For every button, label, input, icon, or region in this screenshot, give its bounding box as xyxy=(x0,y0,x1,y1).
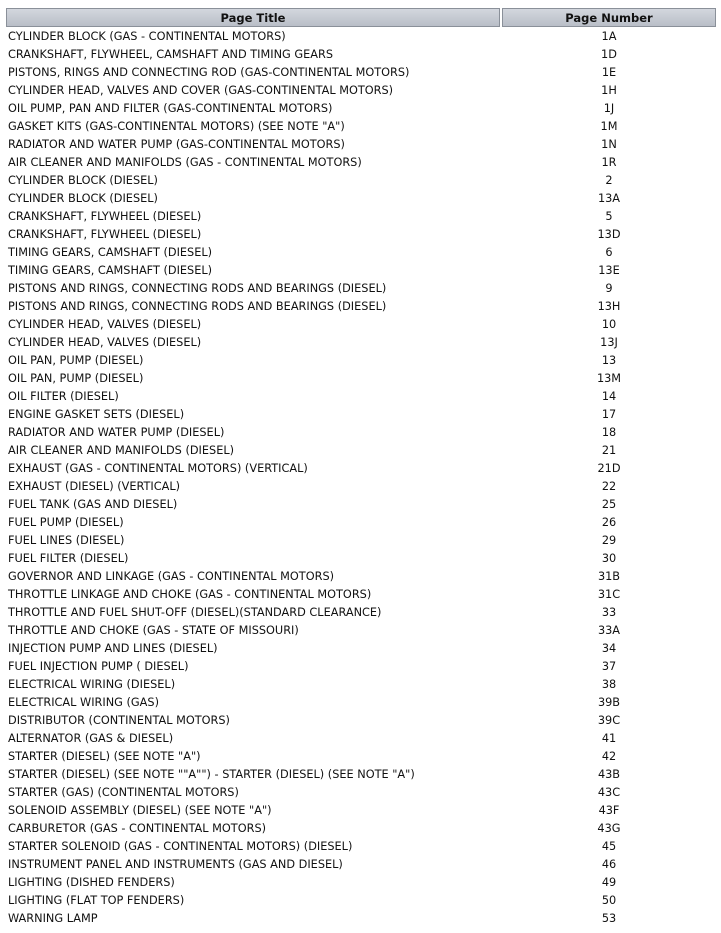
page-title-cell[interactable]: OIL PUMP, PAN AND FILTER (GAS-CONTINENTAL MOTORS) xyxy=(8,102,333,115)
table-row[interactable] xyxy=(6,425,716,441)
page-title-cell[interactable]: THROTTLE LINKAGE AND CHOKE (GAS - CONTINENTAL MOTORS) xyxy=(8,588,372,601)
page-number-cell[interactable]: 1R xyxy=(601,156,617,169)
page-number-cell[interactable]: 13D xyxy=(597,228,621,241)
table-row[interactable] xyxy=(6,533,716,549)
page-number-cell[interactable]: 43C xyxy=(597,786,621,799)
page-number-cell[interactable]: 13 xyxy=(601,354,617,367)
page-title-cell[interactable]: STARTER (DIESEL) (SEE NOTE "A") xyxy=(8,750,201,763)
page-number-cell[interactable]: 1E xyxy=(601,66,617,79)
page-number-cell[interactable]: 5 xyxy=(605,210,613,223)
parts-index xyxy=(4,6,718,929)
table-body xyxy=(6,29,716,927)
page-number-cell[interactable]: 33 xyxy=(601,606,617,619)
page-title-cell[interactable]: PISTONS AND RINGS, CONNECTING RODS AND BEARINGS (DIESEL) xyxy=(8,282,387,295)
page-number-cell[interactable]: 13M xyxy=(596,372,622,385)
page-title-cell[interactable]: SOLENOID ASSEMBLY (DIESEL) (SEE NOTE "A") xyxy=(8,804,272,817)
table-row[interactable] xyxy=(6,353,716,369)
page-title-cell[interactable]: GASKET KITS (GAS-CONTINENTAL MOTORS) (SEE NOTE "A") xyxy=(8,120,345,133)
table-row[interactable] xyxy=(6,767,716,783)
page-number-cell[interactable]: 31C xyxy=(597,588,621,601)
page-title-cell[interactable]: CYLINDER BLOCK (DIESEL) xyxy=(8,174,158,187)
page-title-cell[interactable]: AIR CLEANER AND MANIFOLDS (GAS - CONTINENTAL MOTORS) xyxy=(8,156,362,169)
table-row[interactable] xyxy=(6,641,716,657)
page-title-cell[interactable]: CYLINDER BLOCK (DIESEL) xyxy=(8,192,158,205)
page-number-cell[interactable]: 29 xyxy=(601,534,617,547)
page-title-cell[interactable]: GOVERNOR AND LINKAGE (GAS - CONTINENTAL MOTORS) xyxy=(8,570,335,583)
page-number-cell[interactable]: 13J xyxy=(600,336,618,349)
table-row[interactable] xyxy=(6,299,716,315)
page-title-cell[interactable]: FUEL TANK (GAS AND DIESEL) xyxy=(8,498,178,511)
page-number-cell[interactable]: 53 xyxy=(601,912,617,925)
page-title-cell[interactable]: CYLINDER HEAD, VALVES (DIESEL) xyxy=(8,318,202,331)
page-title-cell[interactable]: INJECTION PUMP AND LINES (DIESEL) xyxy=(8,642,218,655)
table-row[interactable] xyxy=(6,497,716,513)
page-title-cell[interactable]: ELECTRICAL WIRING (GAS) xyxy=(8,696,159,709)
page-title-header[interactable]: Page Title xyxy=(6,8,500,27)
page-number-cell[interactable]: 21D xyxy=(597,462,621,475)
page-title-cell[interactable]: CYLINDER HEAD, VALVES AND COVER (GAS-CONTINENTAL MOTORS) xyxy=(8,84,394,97)
table-row[interactable] xyxy=(6,551,716,567)
page-title-cell[interactable]: TIMING GEARS, CAMSHAFT (DIESEL) xyxy=(8,264,213,277)
table-row[interactable] xyxy=(6,101,716,117)
page-number-cell[interactable]: 39C xyxy=(597,714,621,727)
table-row[interactable] xyxy=(6,83,716,99)
page-number-cell[interactable]: 26 xyxy=(601,516,617,529)
page-title-cell[interactable]: EXHAUST (GAS - CONTINENTAL MOTORS) (VERTICAL) xyxy=(8,462,308,475)
page-number-cell[interactable]: 13H xyxy=(597,300,621,313)
page-title-cell[interactable]: FUEL FILTER (DIESEL) xyxy=(8,552,129,565)
page-title-cell[interactable]: CARBURETOR (GAS - CONTINENTAL MOTORS) xyxy=(8,822,267,835)
page-number-cell[interactable]: 41 xyxy=(601,732,617,745)
table-row[interactable] xyxy=(6,47,716,63)
page-number-cell[interactable]: 18 xyxy=(601,426,617,439)
page-number-cell[interactable]: 13E xyxy=(598,264,620,277)
table-row[interactable] xyxy=(6,893,716,909)
page-number-cell[interactable]: 43G xyxy=(597,822,621,835)
page-number-cell[interactable]: 37 xyxy=(601,660,617,673)
page-number-cell[interactable]: 34 xyxy=(601,642,617,655)
table-row[interactable] xyxy=(6,515,716,531)
page-title-cell[interactable]: TIMING GEARS, CAMSHAFT (DIESEL) xyxy=(8,246,213,259)
page-title-cell[interactable]: STARTER (GAS) (CONTINENTAL MOTORS) xyxy=(8,786,239,799)
page-title-cell[interactable]: STARTER (DIESEL) (SEE NOTE ""A"") - STARTER (DIESEL) (SEE NOTE "A") xyxy=(8,768,415,781)
table-row[interactable] xyxy=(6,65,716,81)
table-row[interactable] xyxy=(6,443,716,459)
page-title-cell[interactable]: WARNING LAMP xyxy=(8,912,98,925)
page-number-cell[interactable]: 17 xyxy=(601,408,617,421)
page-number-cell[interactable]: 50 xyxy=(601,894,617,907)
table-row[interactable] xyxy=(6,605,716,621)
table-row[interactable] xyxy=(6,263,716,279)
page-title-cell[interactable]: CYLINDER BLOCK (GAS - CONTINENTAL MOTORS) xyxy=(8,30,286,43)
page-number-cell[interactable]: 14 xyxy=(601,390,617,403)
table-row[interactable] xyxy=(6,137,716,153)
table-row[interactable] xyxy=(6,749,716,765)
table-row[interactable] xyxy=(6,875,716,891)
page-title-cell[interactable]: FUEL LINES (DIESEL) xyxy=(8,534,125,547)
page-number-cell[interactable]: 43F xyxy=(598,804,620,817)
page-number-cell[interactable]: 31B xyxy=(597,570,621,583)
page-number-cell[interactable]: 49 xyxy=(601,876,617,889)
page-title-cell[interactable]: FUEL PUMP (DIESEL) xyxy=(8,516,124,529)
page-title-cell[interactable]: OIL PAN, PUMP (DIESEL) xyxy=(8,372,144,385)
page-number-cell[interactable]: 1M xyxy=(600,120,618,133)
page-title-cell[interactable]: ELECTRICAL WIRING (DIESEL) xyxy=(8,678,176,691)
page-title-cell[interactable]: STARTER SOLENOID (GAS - CONTINENTAL MOTORS) (DIESEL) xyxy=(8,840,353,853)
table-row[interactable] xyxy=(6,659,716,675)
table-row[interactable] xyxy=(6,623,716,639)
page-number-cell[interactable]: 25 xyxy=(601,498,617,511)
table-row[interactable] xyxy=(6,389,716,405)
table-row[interactable] xyxy=(6,245,716,261)
page-number-cell[interactable]: 1H xyxy=(601,84,617,97)
page-title-cell[interactable]: ALTERNATOR (GAS & DIESEL) xyxy=(8,732,174,745)
page-number-cell[interactable]: 38 xyxy=(601,678,617,691)
page-number-header[interactable]: Page Number xyxy=(502,8,716,27)
page-title-cell[interactable]: LIGHTING (DISHED FENDERS) xyxy=(8,876,175,889)
page-title-cell[interactable]: CRANKSHAFT, FLYWHEEL (DIESEL) xyxy=(8,228,202,241)
page-number-cell[interactable]: 39B xyxy=(597,696,621,709)
table-row[interactable] xyxy=(6,839,716,855)
table-row[interactable] xyxy=(6,479,716,495)
page-number-cell[interactable]: 45 xyxy=(601,840,617,853)
header-row xyxy=(6,8,716,27)
page-title-cell[interactable]: THROTTLE AND CHOKE (GAS - STATE OF MISSOURI) xyxy=(8,624,299,637)
page-number-cell[interactable]: 13A xyxy=(597,192,621,205)
page-title-cell[interactable]: FUEL INJECTION PUMP ( DIESEL) xyxy=(8,660,189,673)
table-row[interactable] xyxy=(6,803,716,819)
page-number-cell[interactable]: 2 xyxy=(605,174,613,187)
table-row[interactable] xyxy=(6,407,716,423)
table-row[interactable] xyxy=(6,119,716,135)
table-row[interactable] xyxy=(6,29,716,45)
page-title-cell[interactable]: RADIATOR AND WATER PUMP (GAS-CONTINENTAL MOTORS) xyxy=(8,138,345,151)
table-row[interactable] xyxy=(6,335,716,351)
page-number-cell[interactable]: 43B xyxy=(597,768,621,781)
page-title-cell[interactable]: PISTONS AND RINGS, CONNECTING RODS AND BEARINGS (DIESEL) xyxy=(8,300,387,313)
table-row[interactable] xyxy=(6,191,716,207)
page-title-cell[interactable]: AIR CLEANER AND MANIFOLDS (DIESEL) xyxy=(8,444,235,457)
page-number-cell[interactable]: 30 xyxy=(601,552,617,565)
page-title-cell[interactable]: LIGHTING (FLAT TOP FENDERS) xyxy=(8,894,185,907)
page-number-cell[interactable]: 6 xyxy=(605,246,613,259)
table-row[interactable] xyxy=(6,677,716,693)
page-number-cell[interactable]: 42 xyxy=(601,750,617,763)
table-row[interactable] xyxy=(6,209,716,225)
page-title-cell[interactable]: RADIATOR AND WATER PUMP (DIESEL) xyxy=(8,426,225,439)
table-row[interactable] xyxy=(6,281,716,297)
table-row[interactable] xyxy=(6,785,716,801)
page-title-cell[interactable]: PISTONS, RINGS AND CONNECTING ROD (GAS-CONTINENTAL MOTORS) xyxy=(8,66,410,79)
page-title-cell[interactable]: INSTRUMENT PANEL AND INSTRUMENTS (GAS AND DIESEL) xyxy=(8,858,343,871)
page-title-cell[interactable]: OIL PAN, PUMP (DIESEL) xyxy=(8,354,144,367)
table-row[interactable] xyxy=(6,587,716,603)
page-title-cell[interactable]: EXHAUST (DIESEL) (VERTICAL) xyxy=(8,480,181,493)
page-number-cell[interactable]: 9 xyxy=(605,282,613,295)
page-number-cell[interactable]: 22 xyxy=(601,480,617,493)
page-title-cell[interactable]: CRANKSHAFT, FLYWHEEL, CAMSHAFT AND TIMING GEARS xyxy=(8,48,334,61)
table-row[interactable] xyxy=(6,821,716,837)
page-title-cell[interactable]: CYLINDER HEAD, VALVES (DIESEL) xyxy=(8,336,202,349)
page-number-cell[interactable]: 1D xyxy=(601,48,617,61)
page-number-cell[interactable]: 1N xyxy=(601,138,617,151)
table-row[interactable] xyxy=(6,695,716,711)
page-title-cell[interactable]: THROTTLE AND FUEL SHUT-OFF (DIESEL)(STANDARD CLEARANCE) xyxy=(8,606,382,619)
page-number-cell[interactable]: 33A xyxy=(597,624,621,637)
page-title-cell[interactable]: CRANKSHAFT, FLYWHEEL (DIESEL) xyxy=(8,210,202,223)
page-index-table xyxy=(4,6,718,929)
page-number-cell[interactable]: 46 xyxy=(601,858,617,871)
table-row[interactable] xyxy=(6,713,716,729)
page-title-cell[interactable]: DISTRIBUTOR (CONTINENTAL MOTORS) xyxy=(8,714,230,727)
page-number-cell[interactable]: 1J xyxy=(603,102,615,115)
page-number-cell[interactable]: 10 xyxy=(601,318,617,331)
table-row[interactable] xyxy=(6,155,716,171)
page-title-cell[interactable]: OIL FILTER (DIESEL) xyxy=(8,390,119,403)
table-row[interactable] xyxy=(6,857,716,873)
table-row[interactable] xyxy=(6,371,716,387)
page-number-cell[interactable]: 1A xyxy=(601,30,617,43)
table-row[interactable] xyxy=(6,731,716,747)
page-number-cell[interactable]: 21 xyxy=(601,444,617,457)
table-row[interactable] xyxy=(6,911,716,927)
page-title-cell[interactable]: ENGINE GASKET SETS (DIESEL) xyxy=(8,408,185,421)
table-row[interactable] xyxy=(6,317,716,333)
table-row[interactable] xyxy=(6,173,716,189)
table-row[interactable] xyxy=(6,569,716,585)
table-row[interactable] xyxy=(6,461,716,477)
table-row[interactable] xyxy=(6,227,716,243)
